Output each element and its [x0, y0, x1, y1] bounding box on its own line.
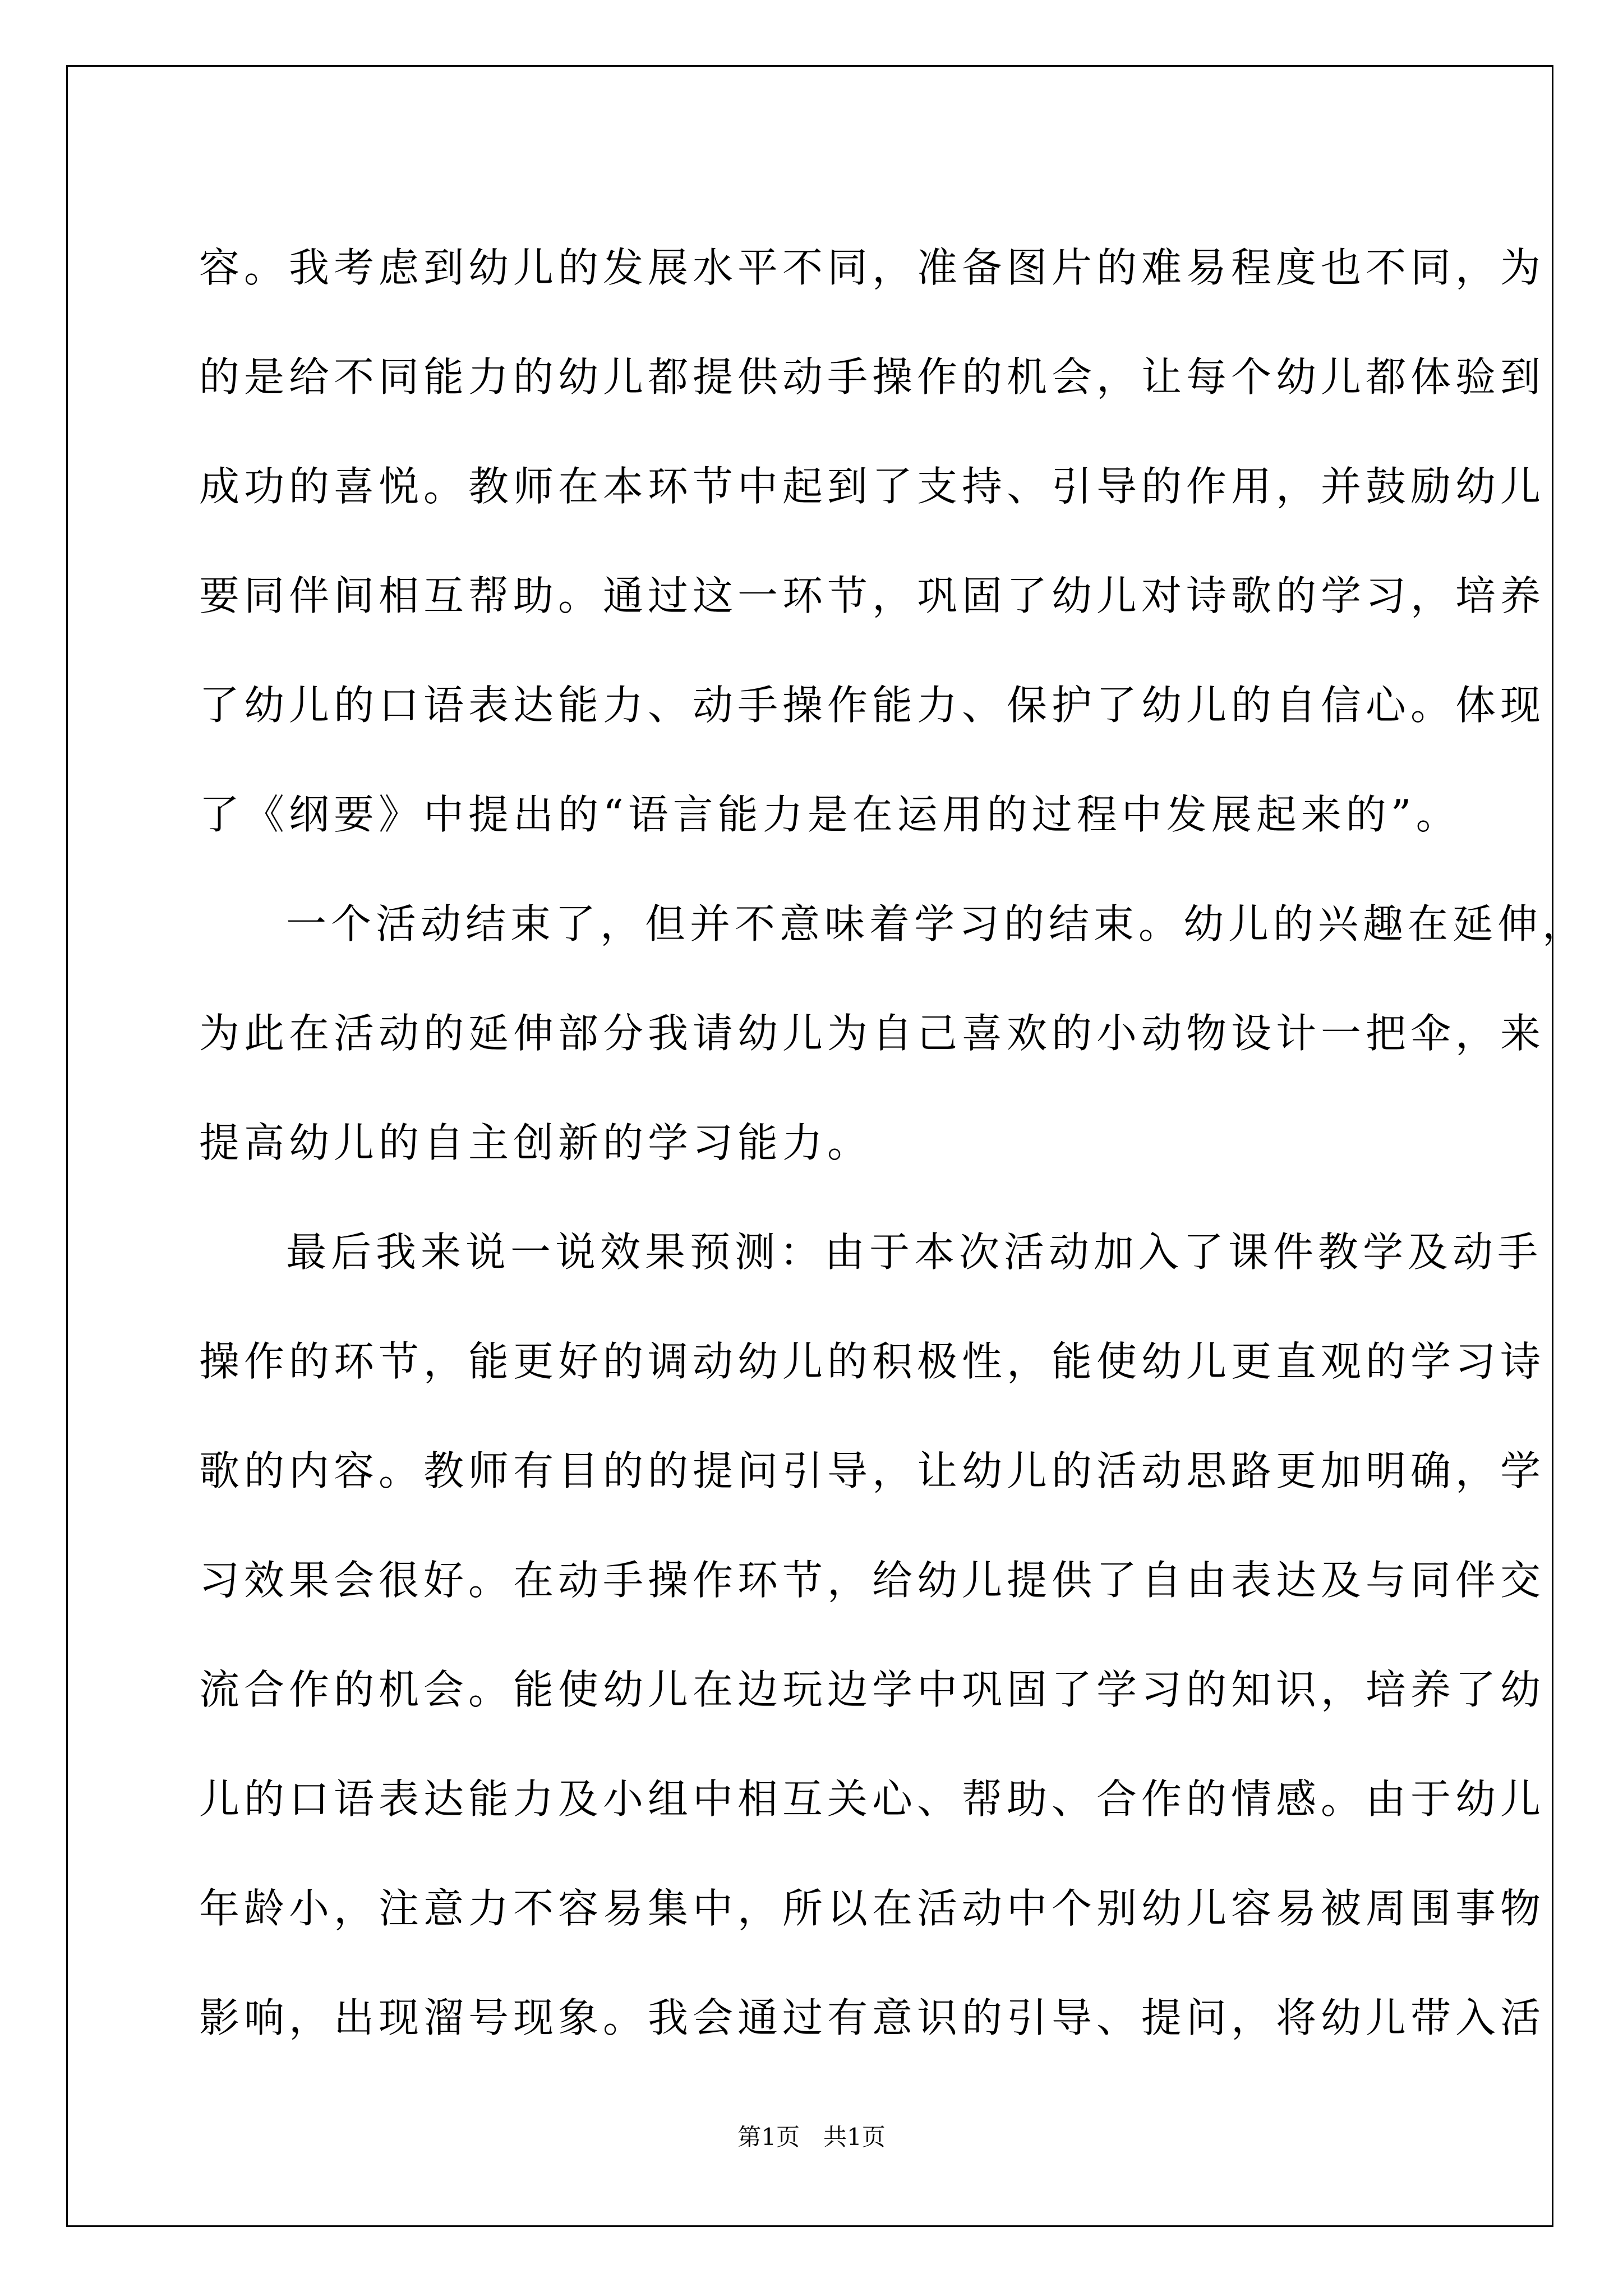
document-body [199, 213, 1588, 2073]
text-line: 了幼儿的口语表达能力、动手操作能力、保护了幼儿的自信心。体现 [199, 682, 1546, 729]
text-line: 流合作的机会。能使幼儿在边玩边学中巩固了学习的知识，培养了幼 [199, 1666, 1546, 1713]
text-line: 要同伴间相互帮助。通过这一环节，巩固了幼儿对诗歌的学习，培养 [199, 572, 1546, 619]
text-line: 操作的环节，能更好的调动幼儿的积极性，能使幼儿更直观的学习诗 [199, 1338, 1546, 1385]
text-line: 年龄小，注意力不容易集中，所以在活动中个别幼儿容易被周围事物 [199, 1885, 1546, 1932]
text-line: 的是给不同能力的幼儿都提供动手操作的机会，让每个幼儿都体验到 [199, 353, 1546, 401]
text-line: 成功的喜悦。教师在本环节中起到了支持、引导的作用，并鼓励幼儿 [199, 463, 1546, 510]
paragraph-start-line: 最后我来说一说效果预测：由于本次活动加入了课件教学及动手 [286, 1228, 1543, 1276]
text-line: 儿的口语表达能力及小组中相互关心、帮助、合作的情感。由于幼儿 [199, 1775, 1546, 1823]
text-line: 了《纲要》中提出的“语言能力是在运用的过程中发展起来的”。 [199, 791, 1461, 838]
text-line: 歌的内容。教师有目的的提问引导，让幼儿的活动思路更加明确，学 [199, 1447, 1546, 1494]
text-line: 提高幼儿的自主创新的学习能力。 [199, 1119, 873, 1166]
text-line: 容。我考虑到幼儿的发展水平不同，准备图片的难易程度也不同，为 [199, 244, 1546, 291]
page-footer: 第1页 共1页 [737, 2123, 886, 2151]
paragraph-start-line: 一个活动结束了，但并不意味着学习的结束。幼儿的兴趣在延伸， [286, 900, 1588, 947]
text-line: 习效果会很好。在动手操作环节，给幼儿提供了自由表达及与同伴交 [199, 1557, 1546, 1604]
text-line: 影响，出现溜号现象。我会通过有意识的引导、提问，将幼儿带入活 [199, 1994, 1546, 2041]
text-line: 为此在活动的延伸部分我请幼儿为自己喜欢的小动物设计一把伞，来 [199, 1010, 1546, 1057]
